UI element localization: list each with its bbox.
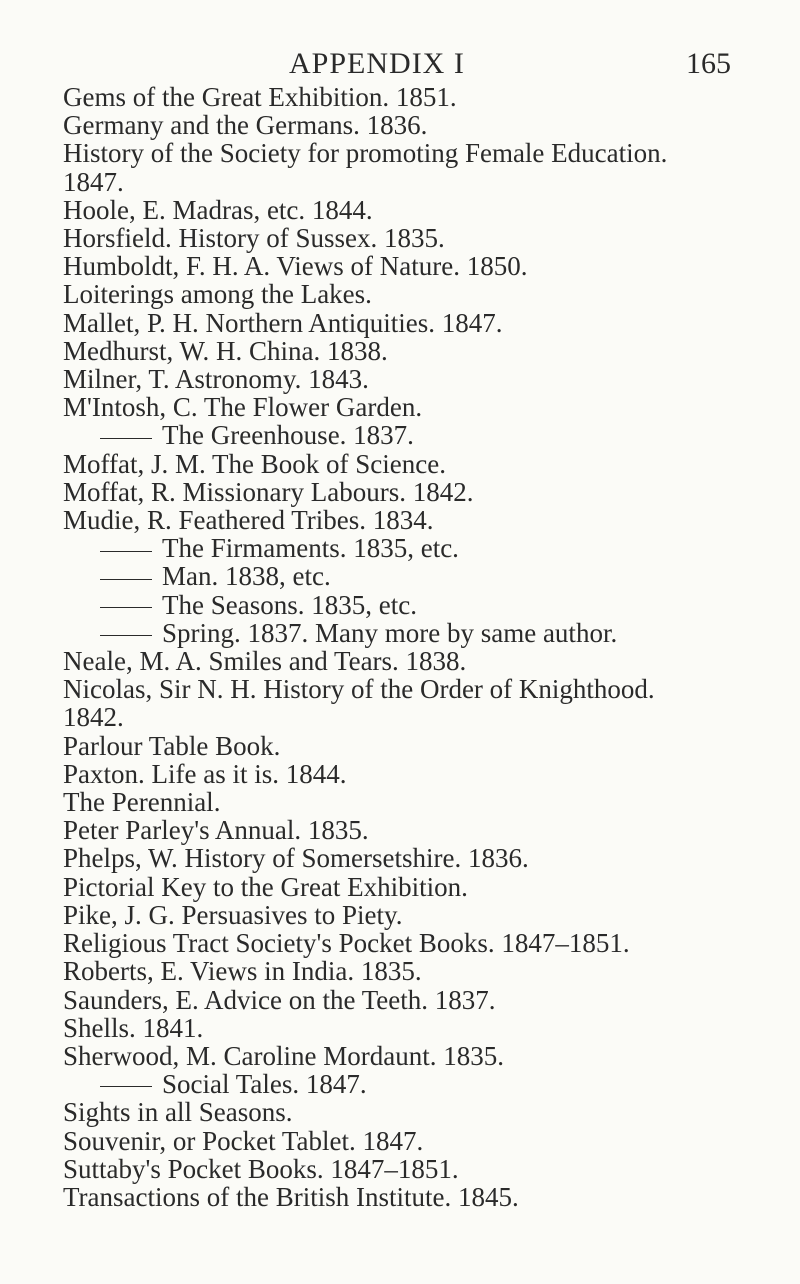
entry-text: Germany and the Germans. 1836. xyxy=(63,110,428,141)
list-item xyxy=(63,450,783,478)
list-item xyxy=(63,393,783,421)
running-title: APPENDIX I xyxy=(289,47,465,80)
list-item xyxy=(63,280,783,308)
ditto-dash xyxy=(100,635,152,636)
entry-text: Milner, T. Astronomy. 1843. xyxy=(63,364,369,395)
list-item xyxy=(63,844,783,872)
entry-text: Souvenir, or Pocket Tablet. 1847. xyxy=(63,1125,424,1156)
list-item xyxy=(63,337,783,365)
entry-continuation: 1842. xyxy=(63,702,124,733)
entry-text: Hoole, E. Madras, etc. 1844. xyxy=(63,194,373,225)
list-item xyxy=(63,732,783,760)
list-item xyxy=(63,1070,783,1098)
entry-text: Paxton. Life as it is. 1844. xyxy=(63,758,347,789)
entry-text: Sights in all Seasons. xyxy=(63,1097,293,1128)
entry-text: Moffat, R. Missionary Labours. 1842. xyxy=(63,476,474,507)
list-item xyxy=(63,562,783,590)
list-item xyxy=(63,111,783,139)
entry-continuation: 1847. xyxy=(63,166,124,197)
entry-text: Peter Parley's Annual. 1835. xyxy=(63,815,369,846)
entry-text: Medhurst, W. H. China. 1838. xyxy=(63,335,388,366)
list-item xyxy=(63,591,783,619)
list-item xyxy=(63,957,783,985)
entry-text: Nicolas, Sir N. H. History of the Order of Knighthood. xyxy=(63,674,655,705)
list-item xyxy=(63,816,783,844)
page-number: 165 xyxy=(686,47,731,80)
list-item xyxy=(63,619,783,647)
entry-text: Gems of the Great Exhibition. 1851. xyxy=(63,82,457,112)
ditto-dash xyxy=(100,1086,152,1087)
entry-text: Religious Tract Society's Pocket Books. 1847–1851. xyxy=(63,928,630,959)
entry-text: Pictorial Key to the Great Exhibition. xyxy=(63,871,468,902)
list-item xyxy=(63,929,783,957)
ditto-dash xyxy=(100,607,152,608)
entry-text: Sherwood, M. Caroline Mordaunt. 1835. xyxy=(63,1040,504,1071)
list-item xyxy=(63,83,783,111)
list-item xyxy=(63,1098,783,1126)
entry-text: Horsfield. History of Sussex. 1835. xyxy=(63,223,445,254)
list-item xyxy=(63,421,783,449)
entry-text: Loiterings among the Lakes. xyxy=(63,279,372,310)
list-item xyxy=(63,1155,783,1183)
entry-text: Pike, J. G. Persuasives to Piety. xyxy=(63,899,403,930)
list-item xyxy=(63,252,783,280)
list-item xyxy=(63,478,783,506)
list-item xyxy=(63,224,783,252)
list-item xyxy=(63,986,783,1014)
entry-text: Roberts, E. Views in India. 1835. xyxy=(63,956,422,987)
entry-text: Man. 1838, etc. xyxy=(162,561,331,592)
entry-text: The Firmaments. 1835, etc. xyxy=(162,533,459,564)
list-item xyxy=(63,309,783,337)
ditto-dash xyxy=(100,579,152,580)
bibliography-list xyxy=(63,83,783,1211)
list-item xyxy=(63,760,783,788)
entry-text: The Perennial. xyxy=(63,787,221,818)
entry-text: Spring. 1837. Many more by same author. xyxy=(162,617,618,648)
entry-text: The Greenhouse. 1837. xyxy=(162,420,414,451)
entry-text: Shells. 1841. xyxy=(63,1012,204,1043)
entry-text: Neale, M. A. Smiles and Tears. 1838. xyxy=(63,646,467,677)
list-item xyxy=(63,873,783,901)
list-item xyxy=(63,647,783,675)
list-item xyxy=(63,788,783,816)
entry-text: M'Intosh, C. The Flower Garden. xyxy=(63,392,423,423)
list-item xyxy=(63,1042,783,1070)
list-item xyxy=(63,901,783,929)
ditto-dash xyxy=(100,551,152,552)
list-item xyxy=(63,196,783,224)
entry-text: Social Tales. 1847. xyxy=(162,1069,367,1100)
list-item xyxy=(63,365,783,393)
list-item xyxy=(63,1183,783,1211)
entry-text: Saunders, E. Advice on the Teeth. 1837. xyxy=(63,984,496,1015)
running-head xyxy=(0,44,800,84)
entry-text: Transactions of the British Institute. 1845. xyxy=(63,1181,519,1212)
entry-text: Humboldt, F. H. A. Views of Nature. 1850. xyxy=(63,251,528,282)
entry-text: Suttaby's Pocket Books. 1847–1851. xyxy=(63,1153,459,1184)
list-item xyxy=(63,534,783,562)
entry-text: The Seasons. 1835, etc. xyxy=(162,589,417,620)
entry-text: Mallet, P. H. Northern Antiquities. 1847. xyxy=(63,307,503,338)
list-item xyxy=(63,1014,783,1042)
entry-text: History of the Society for promoting Female Education. xyxy=(63,138,668,169)
entry-text: Phelps, W. History of Somersetshire. 1836. xyxy=(63,843,529,874)
ditto-dash xyxy=(100,438,152,439)
list-item xyxy=(63,675,783,731)
list-item xyxy=(63,139,783,195)
entry-text: Mudie, R. Feathered Tribes. 1834. xyxy=(63,505,434,536)
list-item xyxy=(63,506,783,534)
entry-text: Moffat, J. M. The Book of Science. xyxy=(63,448,446,479)
entry-text: Parlour Table Book. xyxy=(63,730,281,761)
list-item xyxy=(63,1127,783,1155)
